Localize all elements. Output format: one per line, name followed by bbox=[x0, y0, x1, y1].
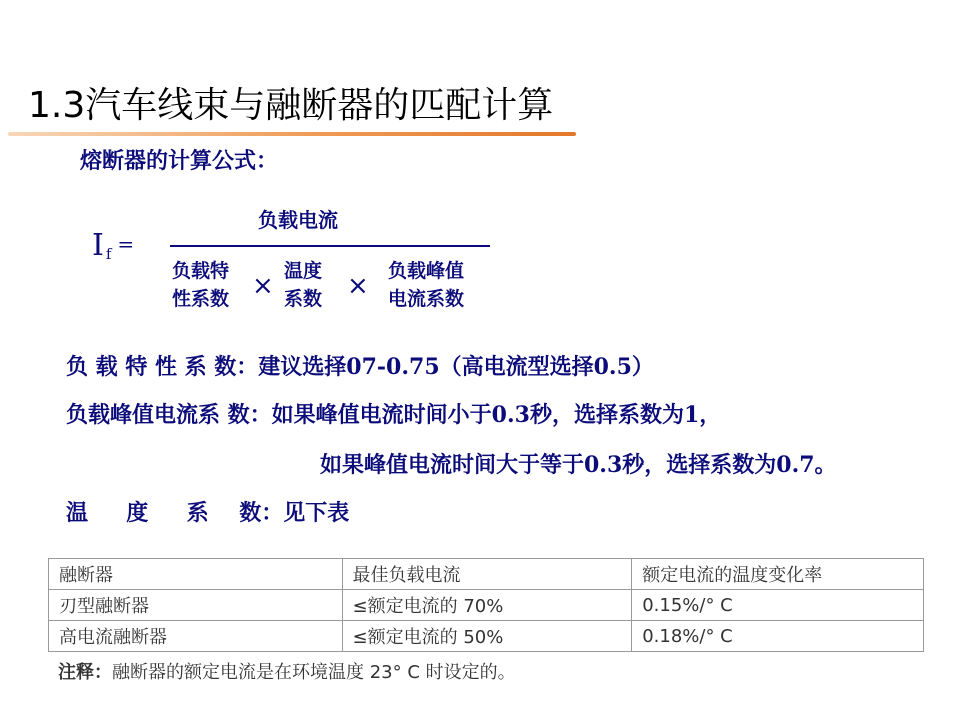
table-row bbox=[49, 621, 924, 652]
coefficient-label: 负载峰值电流系 数： bbox=[66, 402, 272, 428]
term-line: 负载特 bbox=[172, 260, 230, 282]
coefficient-label: 负 载 特 性 系 数： bbox=[66, 354, 259, 380]
table-header-cell: 额定电流的温度变化率 bbox=[632, 559, 924, 590]
formula-heading: 熔断器的计算公式： bbox=[80, 148, 279, 174]
table-header-cell: 最佳负载电流 bbox=[342, 559, 632, 590]
footnote-text: 融断器的额定电流是在环境温度 23° C 时设定的。 bbox=[112, 662, 516, 683]
term-line: 电流系数 bbox=[388, 288, 465, 310]
equals-sign: = bbox=[117, 232, 135, 256]
coefficient-value: 建议选择07-0.75（高电流型选择0.5） bbox=[258, 354, 654, 380]
table-cell: 0.18%/° C bbox=[632, 621, 924, 652]
coefficient-row-peak-continued bbox=[320, 450, 837, 480]
fraction-bar bbox=[170, 245, 490, 247]
table-cell: 刃型融断器 bbox=[49, 590, 343, 621]
coefficient-row-temperature bbox=[66, 498, 349, 528]
footnote bbox=[58, 660, 516, 686]
table-cell: 高电流融断器 bbox=[49, 621, 343, 652]
footnote-label: 注释： bbox=[58, 662, 112, 683]
term-line: 性系数 bbox=[172, 288, 230, 310]
table-row bbox=[49, 590, 924, 621]
coefficient-label: 温 度 系 数： bbox=[66, 500, 284, 526]
peak-current-term bbox=[388, 257, 464, 313]
temperature-coefficient-table bbox=[48, 558, 924, 652]
load-characteristic-term bbox=[172, 257, 229, 313]
formula-numerator: 负载电流 bbox=[258, 208, 338, 232]
table-cell: ≤额定电流的 70% bbox=[342, 590, 632, 621]
table-header-row bbox=[49, 559, 924, 590]
term-line: 系数 bbox=[284, 288, 323, 310]
times-sign: × bbox=[252, 271, 274, 301]
formula-lhs bbox=[92, 228, 134, 263]
times-sign: × bbox=[347, 271, 369, 301]
current-symbol: I bbox=[92, 228, 104, 263]
temperature-term bbox=[284, 257, 322, 313]
coefficient-value: 见下表 bbox=[283, 500, 350, 526]
table-cell: 0.15%/° C bbox=[632, 590, 924, 621]
current-subscript: f bbox=[105, 245, 112, 263]
coefficient-value: 如果峰值电流时间大于等于0.3秒，选择系数为0.7。 bbox=[320, 452, 837, 478]
table-cell: ≤额定电流的 50% bbox=[342, 621, 632, 652]
slide-title: 1.3汽车线束与融断器的匹配计算 bbox=[28, 85, 554, 126]
table-header-cell: 融断器 bbox=[49, 559, 343, 590]
coefficient-row-load bbox=[66, 352, 654, 382]
title-underline bbox=[8, 132, 576, 136]
coefficient-value: 如果峰值电流时间小于0.3秒，选择系数为1， bbox=[271, 402, 722, 428]
coefficient-row-peak bbox=[66, 400, 721, 430]
term-line: 负载峰值 bbox=[388, 260, 465, 282]
term-line: 温度 bbox=[284, 260, 323, 282]
